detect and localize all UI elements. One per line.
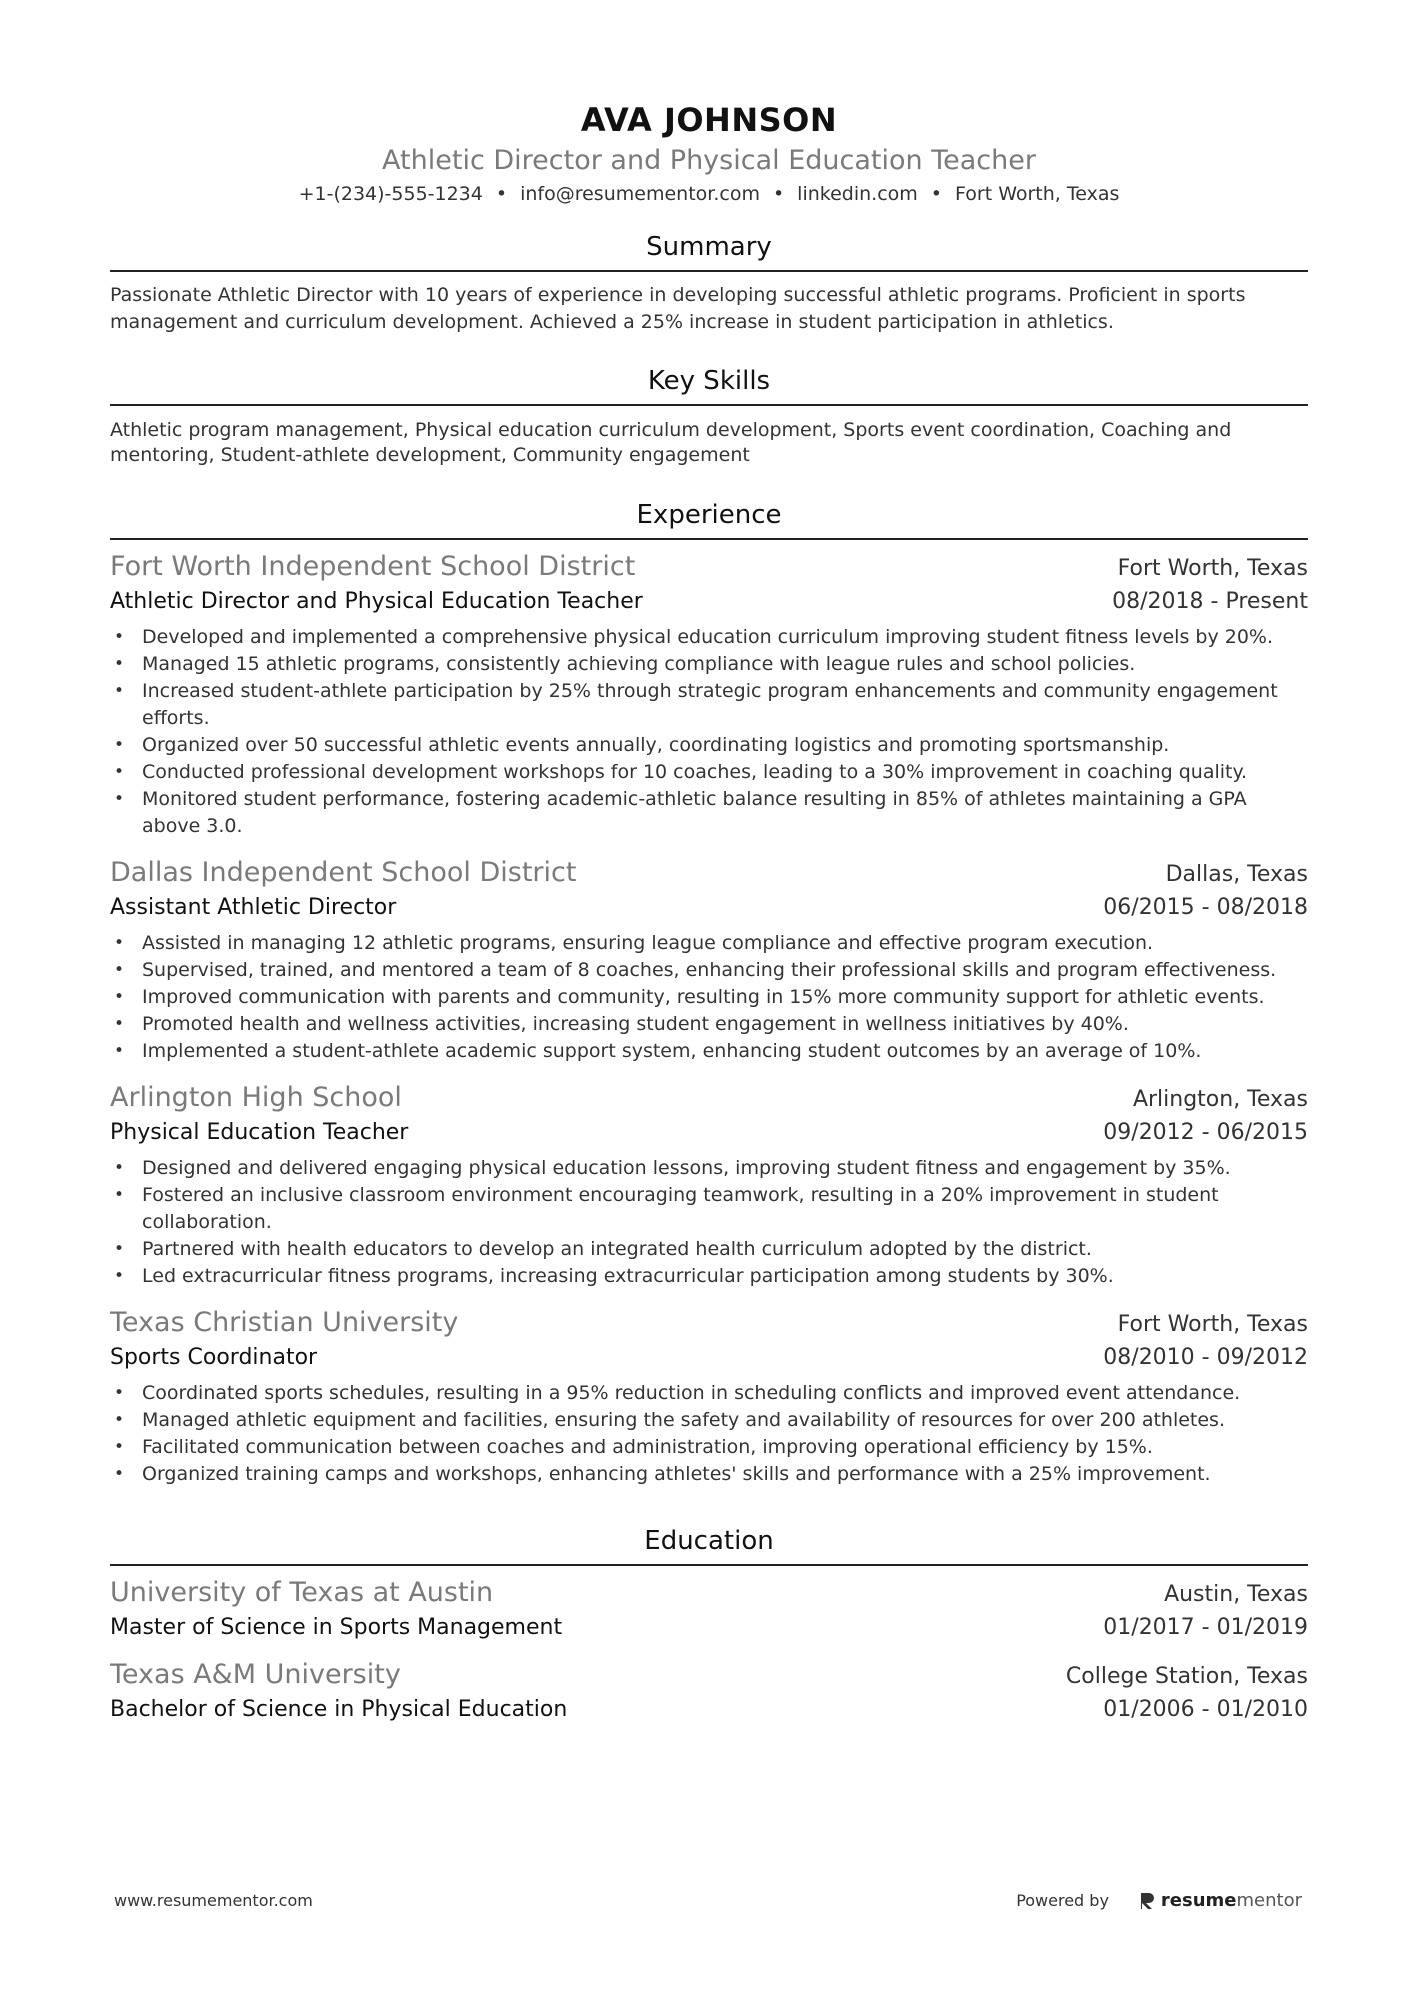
- contact-separator: •: [930, 183, 943, 205]
- entry-subheader: [110, 1342, 1308, 1374]
- job-bullet: • Supervised, trained, and mentored a team of 8 coaches, enhancing their professional skills and program effectiveness.: [110, 957, 1308, 984]
- job-bullet: • Conducted professional development workshops for 10 coaches, leading to a 30% improvement in coaching quality.: [110, 759, 1308, 786]
- employer-location: Arlington, Texas: [1132, 1087, 1308, 1112]
- degree-dates: 01/2017 - 01/2019: [1103, 1615, 1308, 1640]
- employer-location: Fort Worth, Texas: [1117, 1312, 1308, 1337]
- school-location: Austin, Texas: [1164, 1582, 1308, 1607]
- entry-subheader: [110, 892, 1308, 924]
- job-dates: 09/2012 - 06/2015: [1103, 1120, 1308, 1145]
- job-role: Sports Coordinator: [110, 1345, 318, 1370]
- section-heading-education: Education: [110, 1524, 1308, 1566]
- job-bullet: • Coordinated sports schedules, resulting in a 95% reduction in scheduling conflicts and improved event attendance.: [110, 1380, 1308, 1407]
- school-name: University of Texas at Austin: [110, 1577, 494, 1608]
- job-bullet: • Developed and implemented a comprehensive physical education curriculum improving student fitness levels by 20%.: [110, 624, 1308, 651]
- job-bullet: • Monitored student performance, fostering academic-athletic balance resulting in 85% of athletes maintaining a GPA above 3.0.: [110, 786, 1308, 840]
- resumementor-logo-icon: [1139, 1891, 1155, 1911]
- experience-entry: [110, 1306, 1308, 1488]
- job-role: Assistant Athletic Director: [110, 895, 397, 920]
- entry-header: [110, 1658, 1308, 1694]
- resumementor-logo: [1139, 1890, 1302, 1911]
- job-bullets: [110, 930, 1308, 1065]
- job-bullet: • Increased student-athlete participation by 25% through strategic program enhancements and community engagement efforts.: [110, 678, 1308, 732]
- degree-name: Bachelor of Science in Physical Education: [110, 1697, 568, 1722]
- job-bullet: • Partnered with health educators to develop an integrated health curriculum adopted by the district.: [110, 1236, 1308, 1263]
- entry-header: [110, 1576, 1308, 1612]
- experience-entry: [110, 1081, 1308, 1290]
- contact-separator: •: [495, 183, 508, 205]
- brand-text-bold: resume: [1160, 1890, 1237, 1911]
- contact-email[interactable]: info@resumementor.com: [520, 183, 760, 205]
- section-heading-skills: Key Skills: [110, 364, 1308, 406]
- job-dates: 06/2015 - 08/2018: [1103, 895, 1308, 920]
- job-bullets: [110, 1380, 1308, 1488]
- job-bullets: [110, 624, 1308, 840]
- contact-line: [110, 180, 1308, 208]
- candidate-name: AVA JOHNSON: [580, 101, 838, 139]
- powered-by: [1016, 1890, 1302, 1911]
- job-role: Athletic Director and Physical Education Teacher: [110, 589, 643, 614]
- employer-location: Fort Worth, Texas: [1117, 556, 1308, 581]
- employer-name: Fort Worth Independent School District: [110, 551, 636, 582]
- contact-linkedin[interactable]: linkedin.com: [797, 183, 918, 205]
- contact-phone: +1-(234)-555-1234: [298, 183, 483, 205]
- summary-text: Passionate Athletic Director with 10 years of experience in developing successful athletic programs. Proficient in sports management and curriculum development. Achieved a 25% increase in student participation in athletics.: [110, 284, 1246, 333]
- experience-section: [110, 498, 1308, 1488]
- job-bullet: • Managed athletic equipment and facilities, ensuring the safety and availability of resources for over 200 athletes.: [110, 1407, 1308, 1434]
- employer-name: Dallas Independent School District: [110, 857, 577, 888]
- job-bullet: • Fostered an inclusive classroom environment encouraging teamwork, resulting in a 20% improvement in student collaboration.: [110, 1182, 1308, 1236]
- entry-header: [110, 550, 1308, 586]
- employer-name: Texas Christian University: [110, 1307, 459, 1338]
- job-bullet: • Promoted health and wellness activities, increasing student engagement in wellness initiatives by 40%.: [110, 1011, 1308, 1038]
- entry-header: [110, 856, 1308, 892]
- job-dates: 08/2010 - 09/2012: [1103, 1345, 1308, 1370]
- entry-header: [110, 1081, 1308, 1117]
- job-bullet: • Assisted in managing 12 athletic programs, ensuring league compliance and effective program execution.: [110, 930, 1308, 957]
- job-bullet: • Organized over 50 successful athletic events annually, coordinating logistics and promoting sportsmanship.: [110, 732, 1308, 759]
- education-section: [110, 1524, 1308, 1726]
- entry-subheader: [110, 586, 1308, 618]
- employer-location: Dallas, Texas: [1165, 862, 1308, 887]
- section-heading-experience: Experience: [110, 498, 1308, 540]
- entry-subheader: [110, 1612, 1308, 1644]
- school-location: College Station, Texas: [1065, 1664, 1308, 1689]
- job-bullet: • Facilitated communication between coaches and administration, improving operational efficiency by 15%.: [110, 1434, 1308, 1461]
- section-heading-summary: Summary: [110, 230, 1308, 272]
- employer-name: Arlington High School: [110, 1082, 402, 1113]
- job-bullet: • Organized training camps and workshops, enhancing athletes' skills and performance with a 25% improvement.: [110, 1461, 1308, 1488]
- experience-list: [110, 550, 1308, 1488]
- degree-dates: 01/2006 - 01/2010: [1103, 1697, 1308, 1722]
- education-entry: [110, 1576, 1308, 1644]
- entry-header: [110, 1306, 1308, 1342]
- job-bullet: • Improved communication with parents and community, resulting in 15% more community support for athletic events.: [110, 984, 1308, 1011]
- job-bullet: • Led extracurricular fitness programs, increasing extracurricular participation among students by 30%.: [110, 1263, 1308, 1290]
- job-bullet: • Designed and delivered engaging physical education lessons, improving student fitness and engagement by 35%.: [110, 1155, 1308, 1182]
- candidate-title: Athletic Director and Physical Education Teacher: [382, 145, 1036, 176]
- degree-name: Master of Science in Sports Management: [110, 1615, 563, 1640]
- resume-page: [110, 96, 1308, 1726]
- school-name: Texas A&M University: [110, 1659, 401, 1690]
- experience-entry: [110, 550, 1308, 840]
- page-footer: [114, 1890, 1302, 1911]
- job-bullet: • Managed 15 athletic programs, consistently achieving compliance with league rules and school policies.: [110, 651, 1308, 678]
- experience-entry: [110, 856, 1308, 1065]
- brand-text-light: mentor: [1236, 1890, 1302, 1911]
- footer-website-link[interactable]: www.resumementor.com: [114, 1891, 313, 1910]
- entry-subheader: [110, 1694, 1308, 1726]
- job-role: Physical Education Teacher: [110, 1120, 409, 1145]
- entry-subheader: [110, 1117, 1308, 1149]
- contact-separator: •: [772, 183, 785, 205]
- job-bullets: [110, 1155, 1308, 1290]
- contact-location: Fort Worth, Texas: [955, 183, 1120, 205]
- skills-section: [110, 364, 1308, 468]
- education-entry: [110, 1658, 1308, 1726]
- summary-section: [110, 230, 1308, 336]
- job-bullet: • Implemented a student-athlete academic support system, enhancing student outcomes by an average of 10%.: [110, 1038, 1308, 1065]
- powered-by-label: Powered by: [1016, 1891, 1109, 1910]
- skills-text: Athletic program management, Physical education curriculum development, Sports event coordination, Coaching and mentoring, Student-athlete development, Community engagement: [110, 419, 1232, 466]
- job-dates: 08/2018 - Present: [1112, 589, 1308, 614]
